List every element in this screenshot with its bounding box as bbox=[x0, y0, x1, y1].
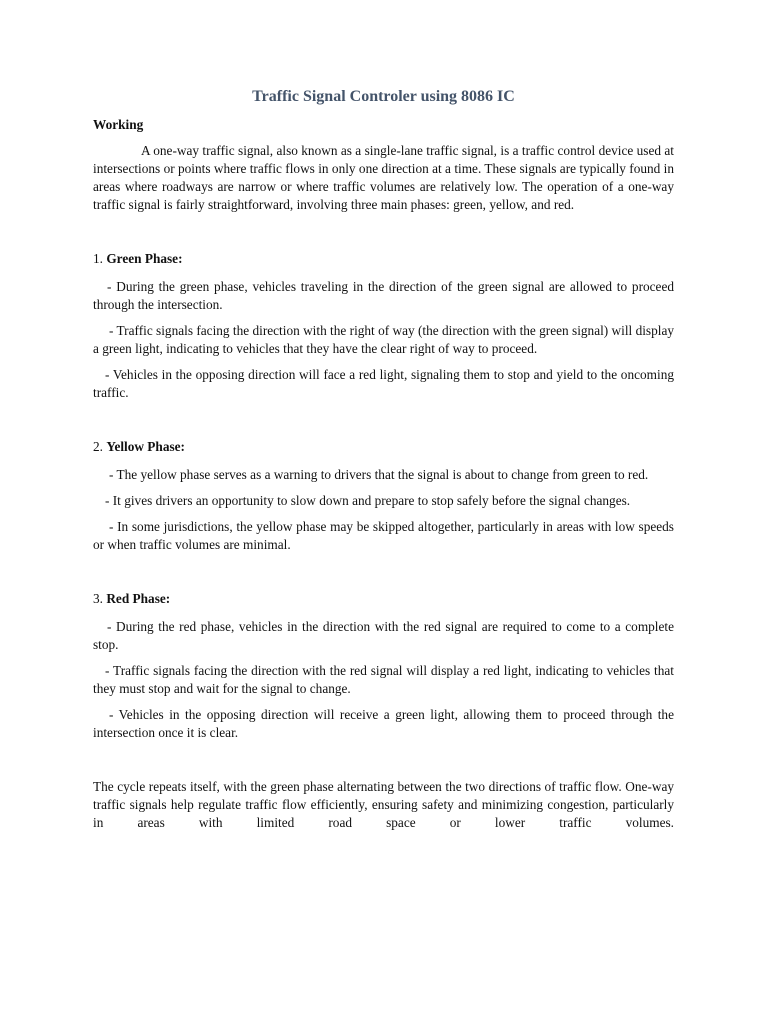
phase-bullet: - During the red phase, vehicles in the direction with the red signal are required to come to a complete stop. bbox=[93, 619, 674, 652]
phase-heading-green bbox=[93, 250, 674, 268]
phase-name: Yellow Phase: bbox=[106, 439, 185, 454]
section-heading: Working bbox=[93, 117, 144, 132]
intro-paragraph: A one-way traffic signal, also known as a single-lane traffic signal, is a traffic control device used at intersections or points where traffic flows in only one direction at a time. These signals are typically found in areas where roadways are narrow or where traffic volumes are relatively low. The operation of a one-way traffic signal is fairly straightforward, involving three main phases: green, yellow, and red. bbox=[93, 143, 674, 212]
phase-bullet: - During the green phase, vehicles traveling in the direction of the green signal are allowed to proceed through the intersection. bbox=[93, 279, 674, 312]
document-page bbox=[93, 86, 674, 832]
phase-bullet: - Traffic signals facing the direction with the red signal will display a red light, indicating to vehicles that they must stop and wait for the signal to change. bbox=[93, 663, 674, 696]
phase-heading-yellow bbox=[93, 438, 674, 456]
phase-name: Green Phase: bbox=[106, 251, 183, 266]
phase-bullet: - Traffic signals facing the direction with the right of way (the direction with the green signal) will display a green light, indicating to vehicles that they have the clear right of way to proceed. bbox=[93, 323, 674, 356]
phase-bullet: - Vehicles in the opposing direction will receive a green light, allowing them to proceed through the intersection once it is clear. bbox=[93, 707, 674, 740]
phase-heading-red bbox=[93, 590, 674, 608]
phase-name: Red Phase: bbox=[106, 591, 171, 606]
phase-bullet: - It gives drivers an opportunity to slow down and prepare to stop safely before the signal changes. bbox=[105, 493, 631, 508]
phase-bullet: - The yellow phase serves as a warning to drivers that the signal is about to change from green to red. bbox=[109, 467, 649, 482]
document-title: Traffic Signal Controler using 8086 IC bbox=[252, 88, 515, 105]
phase-bullet: - Vehicles in the opposing direction will face a red light, signaling them to stop and yield to the oncoming traffic. bbox=[93, 367, 674, 400]
phase-bullet: - In some jurisdictions, the yellow phase may be skipped altogether, particularly in areas with low speeds or when traffic volumes are minimal. bbox=[93, 519, 674, 552]
phase-number: 3. bbox=[93, 591, 103, 606]
phase-number: 2. bbox=[93, 439, 103, 454]
phase-number: 1. bbox=[93, 251, 103, 266]
conclusion-paragraph: The cycle repeats itself, with the green phase alternating between the two directions of traffic flow. One-way traffic signals help regulate traffic flow efficiently, ensuring safety and minimizing congestion, particularly in areas with limited road space or lower traffic volumes. bbox=[93, 779, 674, 830]
